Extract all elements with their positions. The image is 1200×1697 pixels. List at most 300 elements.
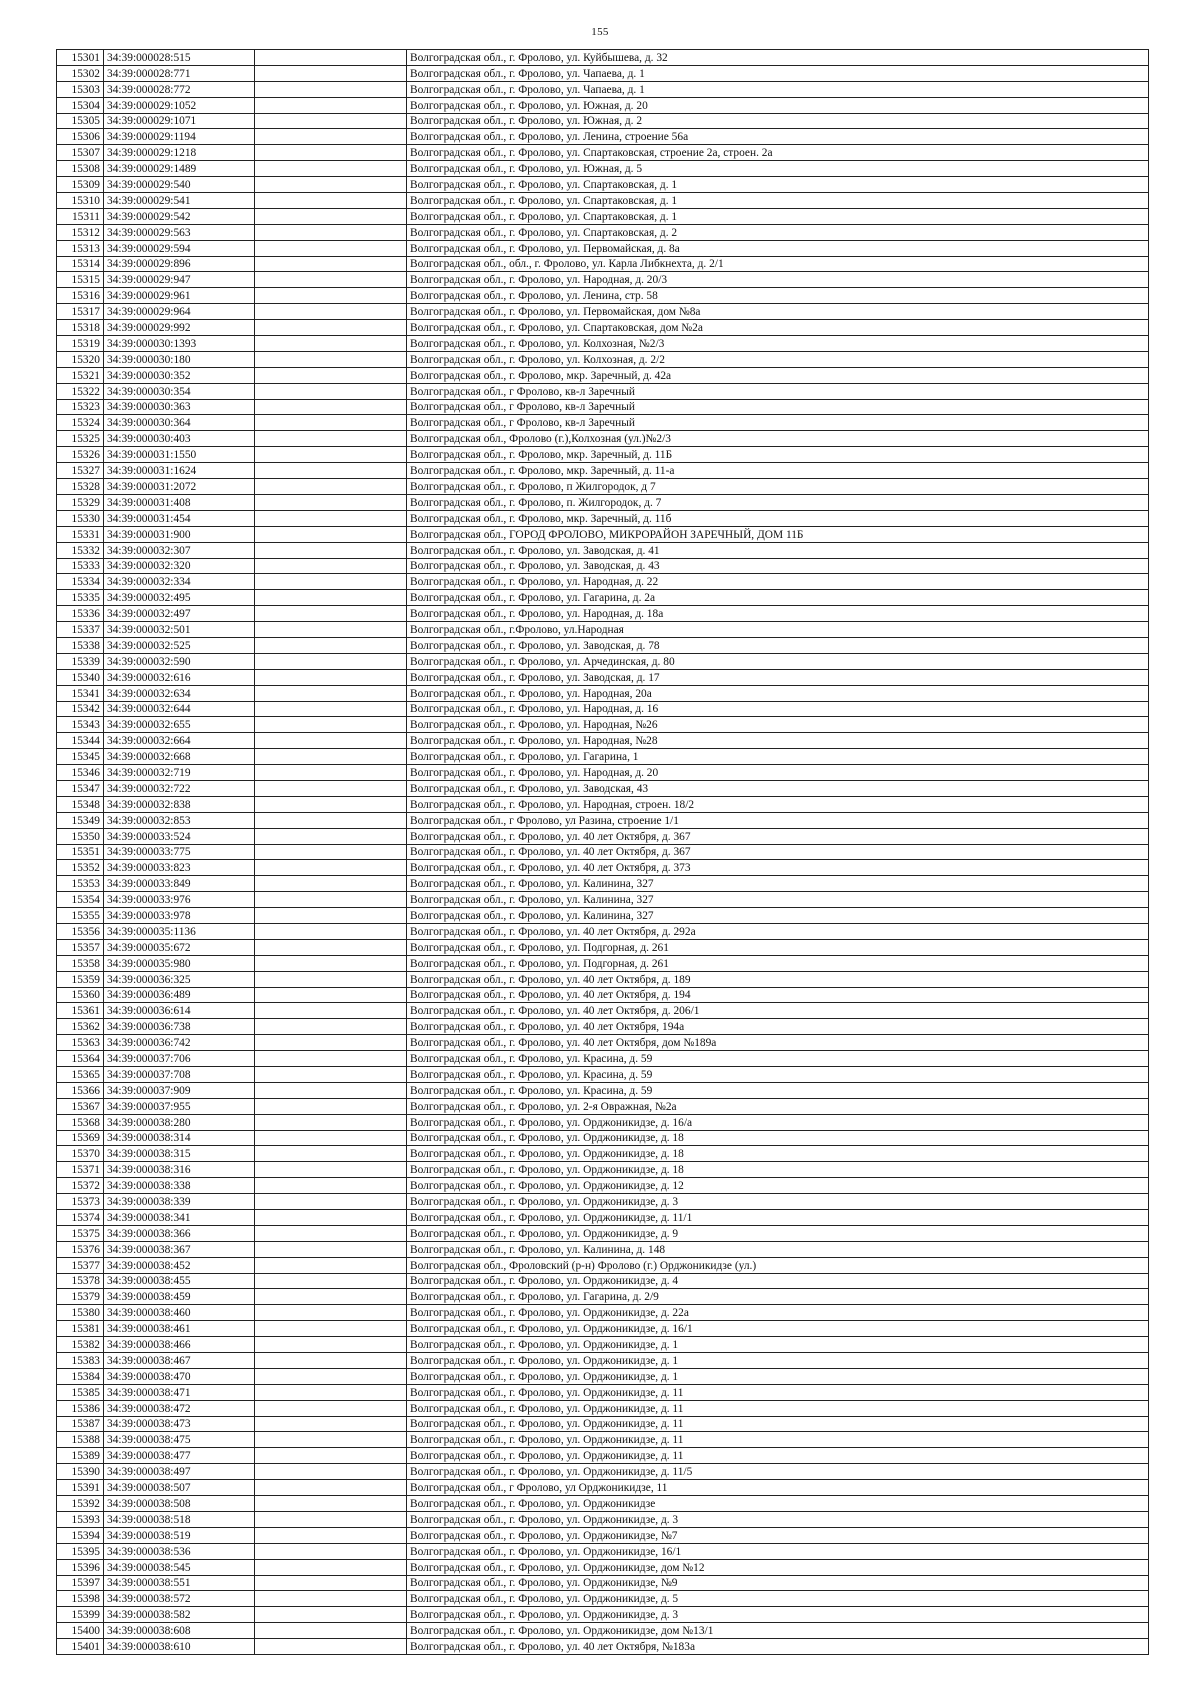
cadastral-number-cell: 34:39:000038:473 xyxy=(104,1416,255,1432)
empty-cell xyxy=(255,129,407,145)
table-row xyxy=(57,463,1149,479)
table-row xyxy=(57,1639,1149,1655)
row-number-cell: 15331 xyxy=(57,526,104,542)
row-number-cell: 15325 xyxy=(57,431,104,447)
row-number-cell: 15338 xyxy=(57,637,104,653)
address-cell: Волгоградская обл., г. Фролово, ул. Чапаева, д. 1 xyxy=(407,81,1149,97)
empty-cell xyxy=(255,908,407,924)
row-number-cell: 15313 xyxy=(57,240,104,256)
address-cell: Волгоградская обл., г. Фролово, ул. Орджоникидзе, д. 11 xyxy=(407,1384,1149,1400)
empty-cell xyxy=(255,431,407,447)
table-row xyxy=(57,622,1149,638)
table-row xyxy=(57,987,1149,1003)
cadastral-number-cell: 34:39:000036:614 xyxy=(104,1003,255,1019)
address-cell: Волгоградская обл., г. Фролово, ул. Калинина, д. 148 xyxy=(407,1241,1149,1257)
empty-cell xyxy=(255,193,407,209)
cadastral-number-cell: 34:39:000038:536 xyxy=(104,1543,255,1559)
cadastral-number-cell: 34:39:000033:775 xyxy=(104,844,255,860)
row-number-cell: 15397 xyxy=(57,1575,104,1591)
address-cell: Волгоградская обл., г. Фролово, ул. 2-я Овражная, №2а xyxy=(407,1098,1149,1114)
cadastral-number-cell: 34:39:000032:664 xyxy=(104,733,255,749)
cadastral-number-cell: 34:39:000032:853 xyxy=(104,812,255,828)
cadastral-number-cell: 34:39:000038:497 xyxy=(104,1464,255,1480)
row-number-cell: 15393 xyxy=(57,1511,104,1527)
address-cell: Волгоградская обл., г. Фролово, ул. Орджоникидзе, д. 11/5 xyxy=(407,1464,1149,1480)
table-row xyxy=(57,1353,1149,1369)
table-row xyxy=(57,1114,1149,1130)
address-cell: Волгоградская обл., г. Фролово, ул. Заводская, д. 78 xyxy=(407,637,1149,653)
address-cell: Волгоградская обл., г. Фролово, ул. Орджоникидзе, д. 1 xyxy=(407,1353,1149,1369)
empty-cell xyxy=(255,590,407,606)
address-cell: Волгоградская обл., г. Фролово, ул. Орджоникидзе, дом №12 xyxy=(407,1559,1149,1575)
table-row xyxy=(57,828,1149,844)
row-number-cell: 15350 xyxy=(57,828,104,844)
address-cell: Волгоградская обл., г. Фролово, ул. Орджоникидзе, д. 3 xyxy=(407,1607,1149,1623)
empty-cell xyxy=(255,1067,407,1083)
address-cell: Волгоградская обл., г. Фролово, ул. Народная, 20а xyxy=(407,685,1149,701)
row-number-cell: 15363 xyxy=(57,1035,104,1051)
table-row xyxy=(57,892,1149,908)
empty-cell xyxy=(255,177,407,193)
cadastral-number-cell: 34:39:000038:466 xyxy=(104,1337,255,1353)
empty-cell xyxy=(255,336,407,352)
row-number-cell: 15323 xyxy=(57,399,104,415)
table-row xyxy=(57,908,1149,924)
table-row xyxy=(57,1067,1149,1083)
row-number-cell: 15389 xyxy=(57,1448,104,1464)
address-cell: Волгоградская обл., г. Фролово, ул. Орджоникидзе, д. 11 xyxy=(407,1432,1149,1448)
row-number-cell: 15399 xyxy=(57,1607,104,1623)
table-row xyxy=(57,320,1149,336)
address-cell: Волгоградская обл., г. Фролово, мкр. Заречный, д. 11б xyxy=(407,510,1149,526)
row-number-cell: 15382 xyxy=(57,1337,104,1353)
cadastral-number-cell: 34:39:000032:634 xyxy=(104,685,255,701)
cadastral-number-cell: 34:39:000028:771 xyxy=(104,65,255,81)
empty-cell xyxy=(255,828,407,844)
empty-cell xyxy=(255,717,407,733)
row-number-cell: 15333 xyxy=(57,558,104,574)
row-number-cell: 15346 xyxy=(57,765,104,781)
empty-cell xyxy=(255,971,407,987)
address-cell: Волгоградская обл., г Фролово, ул Орджоникидзе, 11 xyxy=(407,1480,1149,1496)
row-number-cell: 15345 xyxy=(57,749,104,765)
cadastral-number-cell: 34:39:000029:947 xyxy=(104,272,255,288)
empty-cell xyxy=(255,1639,407,1655)
empty-cell xyxy=(255,145,407,161)
row-number-cell: 15372 xyxy=(57,1178,104,1194)
empty-cell xyxy=(255,494,407,510)
empty-cell xyxy=(255,939,407,955)
row-number-cell: 15353 xyxy=(57,876,104,892)
row-number-cell: 15374 xyxy=(57,1210,104,1226)
table-row xyxy=(57,637,1149,653)
table-row xyxy=(57,860,1149,876)
cadastral-number-cell: 34:39:000032:320 xyxy=(104,558,255,574)
address-cell: Волгоградская обл., г. Фролово, ул. Заводская, д. 43 xyxy=(407,558,1149,574)
address-cell: Волгоградская обл., г. Фролово, ул. Куйбышева, д. 32 xyxy=(407,50,1149,66)
cadastral-number-cell: 34:39:000030:364 xyxy=(104,415,255,431)
address-cell: Волгоградская обл., г. Фролово, п Жилгородок, д 7 xyxy=(407,479,1149,495)
table-row xyxy=(57,590,1149,606)
address-cell: Волгоградская обл., г. Фролово, ул. Спартаковская, д. 2 xyxy=(407,224,1149,240)
address-cell: Волгоградская обл., Фроловский (р-н) Фролово (г.) Орджоникидзе (ул.) xyxy=(407,1257,1149,1273)
empty-cell xyxy=(255,558,407,574)
address-cell: Волгоградская обл., г. Фролово, ул. Орджоникидзе, д. 18 xyxy=(407,1162,1149,1178)
address-cell: Волгоградская обл., г. Фролово, ул. Орджоникидзе, д. 11/1 xyxy=(407,1210,1149,1226)
cadastral-number-cell: 34:39:000032:334 xyxy=(104,574,255,590)
table-row xyxy=(57,1527,1149,1543)
row-number-cell: 15351 xyxy=(57,844,104,860)
row-number-cell: 15321 xyxy=(57,367,104,383)
row-number-cell: 15368 xyxy=(57,1114,104,1130)
cadastral-number-cell: 34:39:000029:1489 xyxy=(104,161,255,177)
empty-cell xyxy=(255,1162,407,1178)
cadastral-number-cell: 34:39:000038:551 xyxy=(104,1575,255,1591)
row-number-cell: 15304 xyxy=(57,97,104,113)
empty-cell xyxy=(255,1051,407,1067)
row-number-cell: 15342 xyxy=(57,701,104,717)
table-row xyxy=(57,1051,1149,1067)
address-cell: Волгоградская обл., г. Фролово, ул. Народная, №28 xyxy=(407,733,1149,749)
empty-cell xyxy=(255,955,407,971)
table-row xyxy=(57,1210,1149,1226)
empty-cell xyxy=(255,463,407,479)
row-number-cell: 15314 xyxy=(57,256,104,272)
cadastral-number-cell: 34:39:000029:541 xyxy=(104,193,255,209)
table-row xyxy=(57,1337,1149,1353)
table-row xyxy=(57,1019,1149,1035)
empty-cell xyxy=(255,240,407,256)
empty-cell xyxy=(255,208,407,224)
empty-cell xyxy=(255,1321,407,1337)
cadastral-number-cell: 34:39:000038:472 xyxy=(104,1400,255,1416)
empty-cell xyxy=(255,97,407,113)
empty-cell xyxy=(255,987,407,1003)
cadastral-number-cell: 34:39:000029:1071 xyxy=(104,113,255,129)
cadastral-number-cell: 34:39:000036:742 xyxy=(104,1035,255,1051)
table-row xyxy=(57,1003,1149,1019)
empty-cell xyxy=(255,320,407,336)
address-cell: Волгоградская обл., г. Фролово, ул. Красина, д. 59 xyxy=(407,1067,1149,1083)
address-cell: Волгоградская обл., г. Фролово, ул. Колхозная, д. 2/2 xyxy=(407,351,1149,367)
row-number-cell: 15375 xyxy=(57,1225,104,1241)
address-cell: Волгоградская обл., г. Фролово, ул. 40 лет Октября, д. 194 xyxy=(407,987,1149,1003)
address-cell: Волгоградская обл., г. Фролово, ул. Орджоникидзе, 16/1 xyxy=(407,1543,1149,1559)
address-cell: Волгоградская обл., г. Фролово, ул. Орджоникидзе, №9 xyxy=(407,1575,1149,1591)
table-row xyxy=(57,1384,1149,1400)
cadastral-number-cell: 34:39:000030:363 xyxy=(104,399,255,415)
empty-cell xyxy=(255,367,407,383)
address-cell: Волгоградская обл., г. Фролово, ул. Орджоникидзе, №7 xyxy=(407,1527,1149,1543)
cadastral-number-cell: 34:39:000035:980 xyxy=(104,955,255,971)
empty-cell xyxy=(255,1035,407,1051)
address-cell: Волгоградская обл., г. Фролово, ул. Орджоникидзе, д. 16/а xyxy=(407,1114,1149,1130)
row-number-cell: 15360 xyxy=(57,987,104,1003)
table-row xyxy=(57,685,1149,701)
table-row xyxy=(57,1289,1149,1305)
table-row xyxy=(57,224,1149,240)
empty-cell xyxy=(255,288,407,304)
row-number-cell: 15379 xyxy=(57,1289,104,1305)
empty-cell xyxy=(255,574,407,590)
table-row xyxy=(57,844,1149,860)
address-cell: Волгоградская обл., г. Фролово, ул. Южная, д. 20 xyxy=(407,97,1149,113)
table-row xyxy=(57,939,1149,955)
table-row xyxy=(57,542,1149,558)
row-number-cell: 15391 xyxy=(57,1480,104,1496)
row-number-cell: 15349 xyxy=(57,812,104,828)
row-number-cell: 15381 xyxy=(57,1321,104,1337)
empty-cell xyxy=(255,351,407,367)
cadastral-number-cell: 34:39:000032:668 xyxy=(104,749,255,765)
address-cell: Волгоградская обл., г. Фролово, ул. Орджоникидзе, д. 5 xyxy=(407,1591,1149,1607)
address-cell: Волгоградская обл., г. Фролово, ул. 40 лет Октября, д. 206/1 xyxy=(407,1003,1149,1019)
empty-cell xyxy=(255,1559,407,1575)
row-number-cell: 15369 xyxy=(57,1130,104,1146)
table-row xyxy=(57,923,1149,939)
row-number-cell: 15386 xyxy=(57,1400,104,1416)
table-row xyxy=(57,796,1149,812)
address-cell: Волгоградская обл., г. Фролово, ул. Спартаковская, строение 2а, строен. 2а xyxy=(407,145,1149,161)
table-row xyxy=(57,510,1149,526)
address-cell: Волгоградская обл., ГОРОД ФРОЛОВО, МИКРОРАЙОН ЗАРЕЧНЫЙ, ДОМ 11Б xyxy=(407,526,1149,542)
cadastral-number-cell: 34:39:000037:708 xyxy=(104,1067,255,1083)
empty-cell xyxy=(255,1607,407,1623)
table-row xyxy=(57,50,1149,66)
cadastral-number-cell: 34:39:000038:367 xyxy=(104,1241,255,1257)
cadastral-number-cell: 34:39:000030:1393 xyxy=(104,336,255,352)
cadastral-number-cell: 34:39:000038:610 xyxy=(104,1639,255,1655)
cadastral-number-cell: 34:39:000032:590 xyxy=(104,653,255,669)
row-number-cell: 15384 xyxy=(57,1368,104,1384)
row-number-cell: 15357 xyxy=(57,939,104,955)
row-number-cell: 15347 xyxy=(57,780,104,796)
address-cell: Волгоградская обл., г. Фролово, ул. Южная, д. 2 xyxy=(407,113,1149,129)
row-number-cell: 15301 xyxy=(57,50,104,66)
address-cell: Волгоградская обл., г. Фролово, ул. Красина, д. 59 xyxy=(407,1082,1149,1098)
empty-cell xyxy=(255,1511,407,1527)
empty-cell xyxy=(255,1353,407,1369)
cadastral-number-cell: 34:39:000032:655 xyxy=(104,717,255,733)
table-row xyxy=(57,1257,1149,1273)
empty-cell xyxy=(255,1098,407,1114)
address-cell: Волгоградская обл., г Фролово, ул Разина, строение 1/1 xyxy=(407,812,1149,828)
table-row xyxy=(57,1321,1149,1337)
cadastral-number-cell: 34:39:000032:307 xyxy=(104,542,255,558)
cadastral-number-cell: 34:39:000032:525 xyxy=(104,637,255,653)
table-row xyxy=(57,1496,1149,1512)
cadastral-number-cell: 34:39:000036:489 xyxy=(104,987,255,1003)
row-number-cell: 15322 xyxy=(57,383,104,399)
cadastral-number-cell: 34:39:000029:1218 xyxy=(104,145,255,161)
empty-cell xyxy=(255,812,407,828)
table-row xyxy=(57,574,1149,590)
cadastral-number-cell: 34:39:000038:470 xyxy=(104,1368,255,1384)
empty-cell xyxy=(255,1480,407,1496)
cadastral-number-cell: 34:39:000036:325 xyxy=(104,971,255,987)
table-row xyxy=(57,399,1149,415)
table-row xyxy=(57,733,1149,749)
address-cell: Волгоградская обл., г. Фролово, ул. 40 лет Октября, №183а xyxy=(407,1639,1149,1655)
cadastral-number-cell: 34:39:000038:467 xyxy=(104,1353,255,1369)
table-row xyxy=(57,1448,1149,1464)
table-row xyxy=(57,193,1149,209)
table-row xyxy=(57,161,1149,177)
table-row xyxy=(57,669,1149,685)
address-cell: Волгоградская обл., г. Фролово, ул. 40 лет Октября, д. 367 xyxy=(407,844,1149,860)
table-row xyxy=(57,717,1149,733)
empty-cell xyxy=(255,1400,407,1416)
address-cell: Волгоградская обл., г. Фролово, мкр. Заречный, д. 11Б xyxy=(407,447,1149,463)
table-row xyxy=(57,1575,1149,1591)
table-row xyxy=(57,415,1149,431)
address-cell: Волгоградская обл., г. Фролово, ул. Орджоникидзе, д. 3 xyxy=(407,1511,1149,1527)
row-number-cell: 15308 xyxy=(57,161,104,177)
row-number-cell: 15335 xyxy=(57,590,104,606)
table-row xyxy=(57,606,1149,622)
empty-cell xyxy=(255,510,407,526)
cadastral-number-cell: 34:39:000028:515 xyxy=(104,50,255,66)
cadastral-number-cell: 34:39:000029:540 xyxy=(104,177,255,193)
empty-cell xyxy=(255,892,407,908)
address-cell: Волгоградская обл., г. Фролово, ул. Народная, д. 20/3 xyxy=(407,272,1149,288)
empty-cell xyxy=(255,161,407,177)
address-cell: Волгоградская обл., г. Фролово, ул. Спартаковская, д. 1 xyxy=(407,193,1149,209)
address-cell: Волгоградская обл., г. Фролово, ул. Орджоникидзе, д. 11 xyxy=(407,1400,1149,1416)
empty-cell xyxy=(255,224,407,240)
cadastral-number-cell: 34:39:000031:1550 xyxy=(104,447,255,463)
empty-cell xyxy=(255,606,407,622)
table-row xyxy=(57,367,1149,383)
row-number-cell: 15311 xyxy=(57,208,104,224)
cadastral-number-cell: 34:39:000028:772 xyxy=(104,81,255,97)
cadastral-number-cell: 34:39:000038:545 xyxy=(104,1559,255,1575)
address-cell: Волгоградская обл., г. Фролово, ул. Подгорная, д. 261 xyxy=(407,939,1149,955)
row-number-cell: 15348 xyxy=(57,796,104,812)
empty-cell xyxy=(255,1225,407,1241)
cadastral-number-cell: 34:39:000029:896 xyxy=(104,256,255,272)
row-number-cell: 15380 xyxy=(57,1305,104,1321)
address-cell: Волгоградская обл., г. Фролово, ул. 40 лет Октября, 194а xyxy=(407,1019,1149,1035)
cadastral-number-cell: 34:39:000038:582 xyxy=(104,1607,255,1623)
empty-cell xyxy=(255,622,407,638)
row-number-cell: 15387 xyxy=(57,1416,104,1432)
empty-cell xyxy=(255,304,407,320)
address-cell: Волгоградская обл., г. Фролово, ул. Калинина, 327 xyxy=(407,908,1149,924)
row-number-cell: 15383 xyxy=(57,1353,104,1369)
address-cell: Волгоградская обл., г. Фролово, ул. Орджоникидзе, д. 3 xyxy=(407,1194,1149,1210)
empty-cell xyxy=(255,1527,407,1543)
table-row xyxy=(57,288,1149,304)
row-number-cell: 15388 xyxy=(57,1432,104,1448)
address-cell: Волгоградская обл., г. Фролово, ул. Южная, д. 5 xyxy=(407,161,1149,177)
cadastral-number-cell: 34:39:000032:722 xyxy=(104,780,255,796)
table-row xyxy=(57,1511,1149,1527)
cadastral-number-cell: 34:39:000029:1052 xyxy=(104,97,255,113)
address-cell: Волгоградская обл., г. Фролово, ул. 40 лет Октября, д. 292а xyxy=(407,923,1149,939)
cadastral-number-cell: 34:39:000029:563 xyxy=(104,224,255,240)
cadastral-number-cell: 34:39:000032:497 xyxy=(104,606,255,622)
table-row xyxy=(57,1464,1149,1480)
cadastral-number-cell: 34:39:000037:955 xyxy=(104,1098,255,1114)
cadastral-number-cell: 34:39:000030:403 xyxy=(104,431,255,447)
empty-cell xyxy=(255,1146,407,1162)
empty-cell xyxy=(255,399,407,415)
table-row xyxy=(57,1400,1149,1416)
table-row xyxy=(57,1623,1149,1639)
table-row xyxy=(57,272,1149,288)
table-row xyxy=(57,701,1149,717)
empty-cell xyxy=(255,415,407,431)
cadastral-number-cell: 34:39:000038:280 xyxy=(104,1114,255,1130)
table-row xyxy=(57,1130,1149,1146)
empty-cell xyxy=(255,542,407,558)
row-number-cell: 15395 xyxy=(57,1543,104,1559)
address-cell: Волгоградская обл., г. Фролово, ул. Калинина, 327 xyxy=(407,876,1149,892)
address-cell: Волгоградская обл., г. Фролово, ул. Орджоникидзе, д. 1 xyxy=(407,1337,1149,1353)
cadastral-number-cell: 34:39:000038:519 xyxy=(104,1527,255,1543)
cadastral-number-cell: 34:39:000035:1136 xyxy=(104,923,255,939)
table-row xyxy=(57,1241,1149,1257)
address-cell: Волгоградская обл., г. Фролово, ул. Спартаковская, дом №2а xyxy=(407,320,1149,336)
empty-cell xyxy=(255,876,407,892)
table-row xyxy=(57,1194,1149,1210)
address-cell: Волгоградская обл., г. Фролово, ул. Гагарина, 1 xyxy=(407,749,1149,765)
row-number-cell: 15364 xyxy=(57,1051,104,1067)
row-number-cell: 15326 xyxy=(57,447,104,463)
cadastral-number-cell: 34:39:000038:339 xyxy=(104,1194,255,1210)
address-cell: Волгоградская обл., г. Фролово, ул. Народная, №26 xyxy=(407,717,1149,733)
address-cell: Волгоградская обл., г. Фролово, ул. Чапаева, д. 1 xyxy=(407,65,1149,81)
cadastral-number-cell: 34:39:000038:475 xyxy=(104,1432,255,1448)
cadastral-number-cell: 34:39:000036:738 xyxy=(104,1019,255,1035)
table-row xyxy=(57,1432,1149,1448)
row-number-cell: 15361 xyxy=(57,1003,104,1019)
address-cell: Волгоградская обл., г. Фролово, ул. Орджоникидзе, д. 9 xyxy=(407,1225,1149,1241)
address-cell: Волгоградская обл., г Фролово, кв-л Заречный xyxy=(407,399,1149,415)
row-number-cell: 15336 xyxy=(57,606,104,622)
address-cell: Волгоградская обл., Фролово (г.),Колхозная (ул.)№2/3 xyxy=(407,431,1149,447)
row-number-cell: 15330 xyxy=(57,510,104,526)
table-row xyxy=(57,1607,1149,1623)
address-cell: Волгоградская обл., г. Фролово, ул. Подгорная, д. 261 xyxy=(407,955,1149,971)
cadastral-number-cell: 34:39:000038:315 xyxy=(104,1146,255,1162)
table-row xyxy=(57,1559,1149,1575)
cadastral-number-cell: 34:39:000033:976 xyxy=(104,892,255,908)
address-cell: Волгоградская обл., г. Фролово, мкр. Заречный, д. 11-а xyxy=(407,463,1149,479)
address-cell: Волгоградская обл., г. Фролово, ул. Первомайская, д. 8а xyxy=(407,240,1149,256)
cadastral-number-cell: 34:39:000032:838 xyxy=(104,796,255,812)
table-row xyxy=(57,1035,1149,1051)
row-number-cell: 15316 xyxy=(57,288,104,304)
address-cell: Волгоградская обл., г. Фролово, ул. Орджоникидзе, д. 18 xyxy=(407,1130,1149,1146)
cadastral-number-cell: 34:39:000038:518 xyxy=(104,1511,255,1527)
cadastral-number-cell: 34:39:000032:495 xyxy=(104,590,255,606)
row-number-cell: 15365 xyxy=(57,1067,104,1083)
empty-cell xyxy=(255,1496,407,1512)
table-row xyxy=(57,383,1149,399)
address-cell: Волгоградская обл., г. Фролово, ул. Арчединская, д. 80 xyxy=(407,653,1149,669)
table-row xyxy=(57,1273,1149,1289)
empty-cell xyxy=(255,113,407,129)
address-cell: Волгоградская обл., г. Фролово, ул. Орджоникидзе, д. 1 xyxy=(407,1368,1149,1384)
row-number-cell: 15324 xyxy=(57,415,104,431)
cadastral-number-cell: 34:39:000038:338 xyxy=(104,1178,255,1194)
address-cell: Волгоградская обл., г. Фролово, ул. Орджоникидзе, д. 16/1 xyxy=(407,1321,1149,1337)
row-number-cell: 15376 xyxy=(57,1241,104,1257)
page-number: 155 xyxy=(591,26,609,38)
table-row xyxy=(57,765,1149,781)
